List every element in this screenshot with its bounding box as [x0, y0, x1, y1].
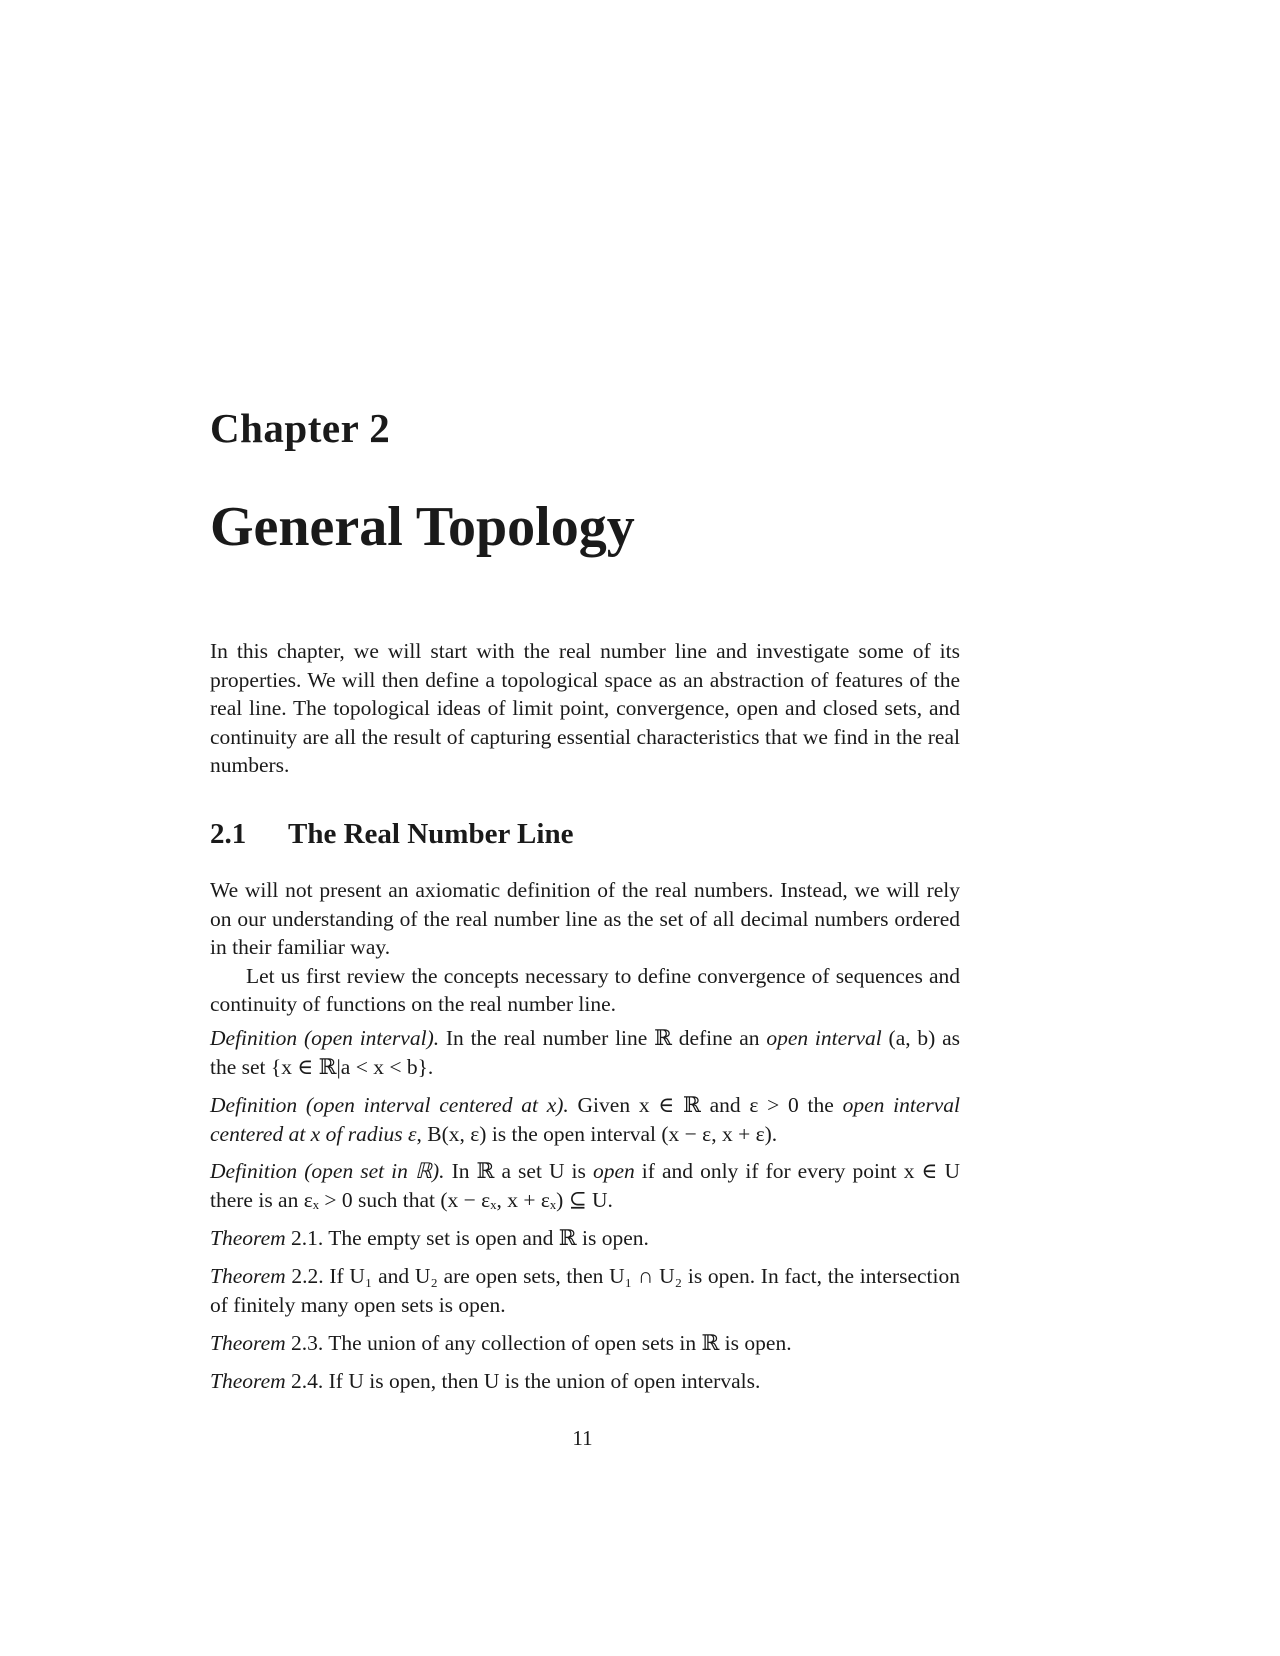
chapter-title: General Topology: [210, 496, 635, 558]
definition-body-end: , B(x, ε) is the open interval (x − ε, x + ε).: [416, 1121, 778, 1146]
theorem-body: The empty set is open and ℝ is open.: [328, 1226, 649, 1250]
chapter-label: Chapter 2: [210, 405, 391, 451]
theorem-name: Theorem: [210, 1264, 286, 1288]
theorem-body: If U is open, then U is the union of open intervals.: [328, 1369, 761, 1393]
theorem-number: 2.3.: [291, 1331, 324, 1355]
page-number: 11: [572, 1426, 593, 1450]
definition-open-interval-centered: [210, 1091, 960, 1148]
section-heading: [210, 816, 573, 852]
definition-term: open: [592, 1159, 635, 1183]
section-number: 2.1: [210, 818, 247, 850]
definition-body-end: (a, b) as the set {x ∈ ℝ|a < x < b}.: [210, 1026, 960, 1079]
definition-term: open interval centered at x of radius ε: [210, 1093, 960, 1146]
definition-body: In the real number line ℝ define an: [439, 1026, 767, 1050]
theorem-body: The union of any collection of open sets in ℝ is open.: [328, 1331, 792, 1355]
theorem-2-4: [210, 1367, 960, 1396]
definition-body-end: if and only if for every point x ∈ U there is an εₓ > 0 such that (x − εₓ, x + εₓ) ⊆ U.: [210, 1159, 960, 1212]
theorem-number: 2.1.: [291, 1226, 324, 1250]
theorem-name: Theorem: [210, 1369, 286, 1393]
definition-body: In ℝ a set U is: [444, 1159, 593, 1183]
definition-open-interval: [210, 1024, 960, 1081]
theorem-2-1: [210, 1224, 960, 1253]
intro-paragraph: In this chapter, we will start with the real number line and investigate some of its properties. We will then define a topological space as an abstraction of features of the real line. The topological ideas of limit point, convergence, open and closed sets, and continuity are all the result of capturing essential characteristics that we find in the real numbers.: [210, 639, 960, 777]
theorem-number: 2.4.: [291, 1369, 324, 1393]
definition-name: Definition (open interval centered at x).: [210, 1093, 569, 1117]
definition-body: Given x ∈ ℝ and ε > 0 the: [568, 1093, 843, 1117]
section-paragraph-1: We will not present an axiomatic definition of the real numbers. Instead, we will rely on our understanding of the real number line as the set of all decimal numbers ordered in their familiar way.: [210, 878, 960, 959]
theorem-name: Theorem: [210, 1331, 286, 1355]
section-paragraph-2: Let us first review the concepts necessary to define convergence of sequences and continuity of functions on the real number line.: [210, 963, 960, 1016]
theorem-body: If U₁ and U₂ are open sets, then U₁ ∩ U₂ is open. In fact, the intersection of finitely many open sets is open.: [210, 1264, 961, 1317]
theorem-name: Theorem: [210, 1226, 286, 1250]
definition-name: Definition (open set in ℝ).: [210, 1159, 445, 1183]
definition-term: open interval: [766, 1026, 882, 1050]
definition-open-set: [210, 1157, 960, 1214]
theorem-2-3: [210, 1329, 960, 1358]
theorem-number: 2.2.: [291, 1264, 324, 1288]
theorem-2-2: [210, 1262, 960, 1319]
section-title: The Real Number Line: [288, 818, 574, 850]
intro-paragraph-block: [210, 637, 960, 780]
definition-name: Definition (open interval).: [210, 1026, 440, 1050]
section-body: [210, 876, 960, 1019]
